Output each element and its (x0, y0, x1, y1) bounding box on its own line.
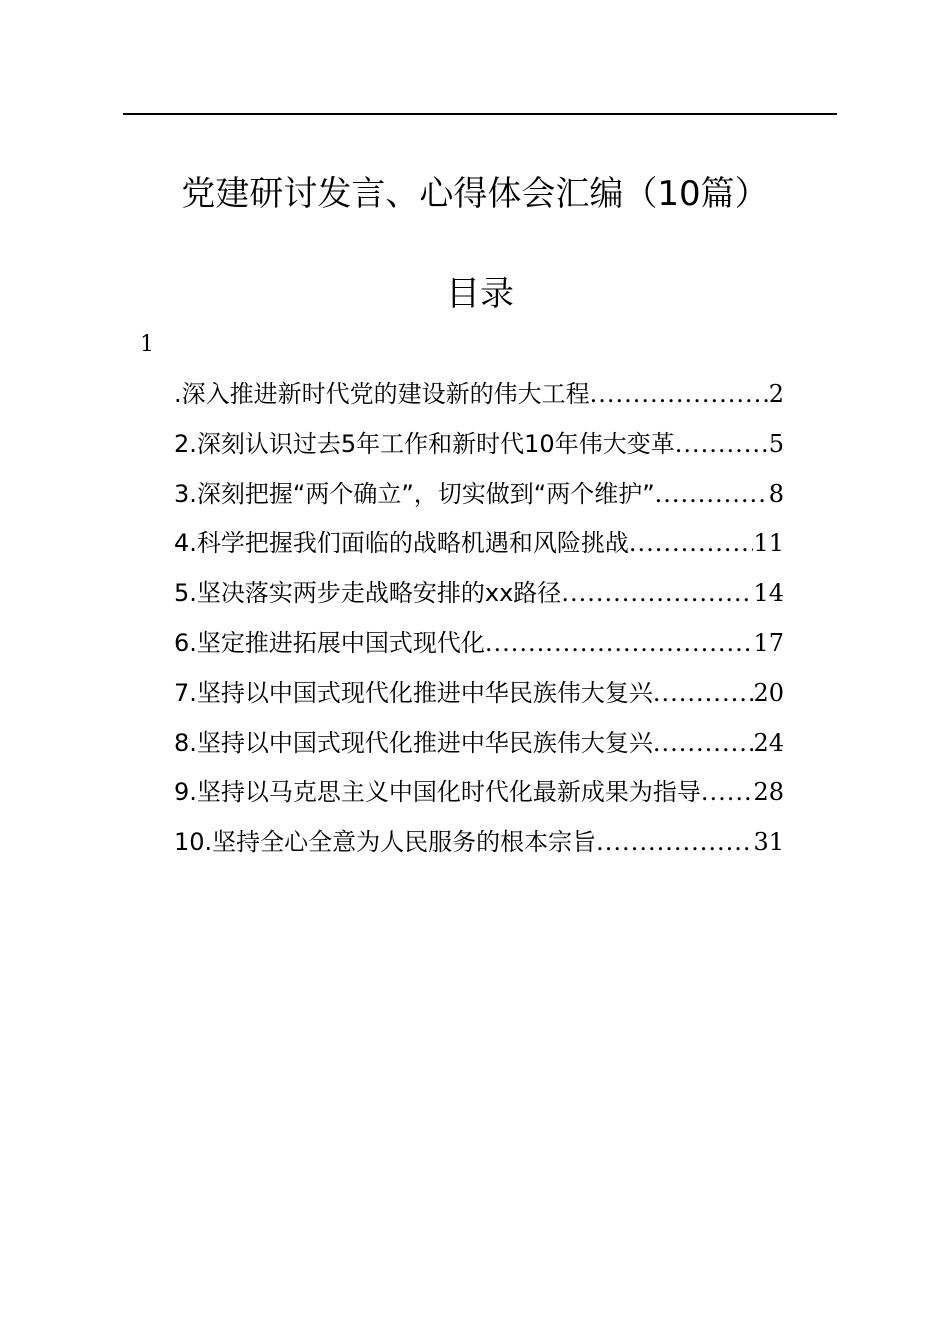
toc-dot-leader (590, 374, 769, 414)
toc-entry-title: 2.深刻认识过去5年工作和新时代10年伟大变革 (174, 429, 675, 458)
toc-dot-leader (675, 424, 769, 464)
toc-entry[interactable] (174, 424, 784, 474)
toc-entry-title: 8.坚持以中国式现代化推进中华民族伟大复兴 (174, 728, 653, 757)
toc-page-number: 24 (753, 728, 784, 757)
toc-dot-leader (561, 573, 753, 613)
toc-dot-leader (485, 623, 754, 663)
toc-entry-title: 6.坚定推进拓展中国式现代化 (174, 628, 485, 657)
toc-heading: 目录 (446, 274, 514, 314)
toc-entry[interactable] (174, 623, 784, 673)
stray-number: 1 (140, 332, 154, 357)
toc-entry[interactable] (174, 822, 784, 872)
toc-entry-title: 9.坚持以马克思主义中国化时代化最新成果为指导 (174, 778, 701, 807)
header-rule (123, 113, 837, 115)
toc-entry[interactable] (174, 673, 784, 723)
toc-dot-leader (653, 723, 754, 763)
toc-entry-title: 5.坚决落实两步走战略安排的xx路径 (174, 579, 562, 608)
toc-dot-leader (701, 772, 754, 812)
toc-page-number: 20 (753, 678, 784, 707)
toc-entry-title: 10.坚持全心全意为人民服务的根本宗旨 (174, 828, 597, 857)
document-title: 党建研讨发言、心得体会汇编（10篇） (181, 174, 769, 214)
toc-dot-leader (655, 474, 769, 514)
toc-entry[interactable] (174, 523, 784, 573)
toc-page-number: 2 (768, 380, 784, 408)
toc-entry[interactable] (174, 723, 784, 773)
toc-dot-leader (629, 523, 754, 563)
toc-page-number: 31 (753, 828, 784, 857)
toc-entry[interactable] (174, 374, 784, 424)
toc-page-number: 5 (768, 429, 784, 458)
toc-entry[interactable] (174, 772, 784, 822)
toc-page-number: 14 (753, 579, 784, 608)
toc-page-number: 8 (768, 479, 784, 508)
table-of-contents (174, 374, 784, 872)
toc-page-number: 28 (753, 778, 784, 807)
toc-entry-title: 4.科学把握我们面临的战略机遇和风险挑战 (174, 529, 629, 558)
toc-dot-leader (596, 822, 753, 862)
toc-entry[interactable] (174, 474, 784, 524)
toc-entry-title: .深入推进新时代党的建设新的伟大工程 (174, 380, 590, 408)
toc-entry[interactable] (174, 573, 784, 623)
toc-entry-title: 7.坚持以中国式现代化推进中华民族伟大复兴 (174, 678, 653, 707)
toc-page-number: 11 (753, 529, 784, 558)
toc-dot-leader (653, 673, 754, 713)
toc-entry-title: 3.深刻把握“两个确立”，切实做到“两个维护” (174, 479, 655, 508)
toc-page-number: 17 (753, 628, 784, 657)
